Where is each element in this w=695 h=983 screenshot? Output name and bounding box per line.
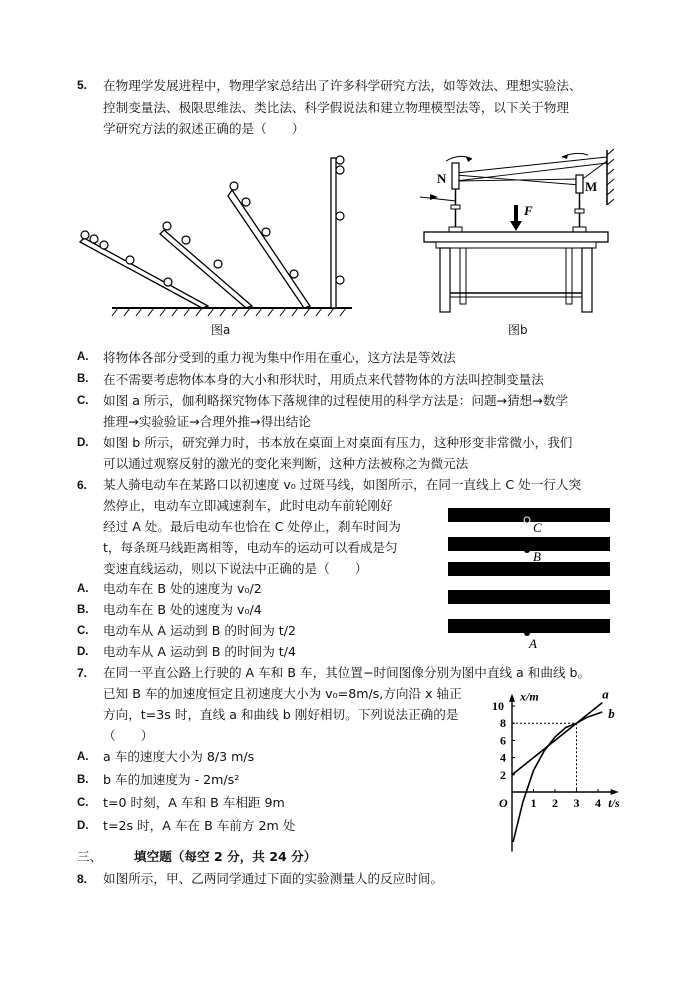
q7-stem-line-1: 在同一平直公路上行驶的 A 车和 B 车，其位置−时间图像分别为图中直线 a 和曲线 b。: [103, 665, 591, 680]
q5-stem-line-3: 学研究方法的叙述正确的是（ ）: [103, 121, 305, 136]
q5-option-b-letter: B.: [77, 373, 89, 385]
label-a: A: [529, 636, 537, 650]
label-n: N: [437, 171, 447, 186]
q7-option-b-letter: B.: [77, 774, 89, 786]
q5-option-c-line-1: 如图 a 所示，伽利略探究物体下落规律的过程使用的科学方法是：问题→猜想→数学: [103, 393, 569, 408]
q5-stem-line-1: 在物理学发展进程中，物理学家总结出了许多科学研究方法，如等效法、理想实验法、: [103, 78, 582, 93]
series-b: [513, 712, 602, 842]
q5-option-c-letter: C.: [77, 395, 89, 407]
q6-option-a: 电动车在 B 处的速度为 v₀/2: [103, 581, 262, 596]
q5-option-a: 将物体各部分受到的重力视为集中作用在重心，这方法是等效法: [103, 350, 456, 365]
y-tick-label: 8: [500, 716, 506, 731]
q5-option-c-line-2: 推理→实验验证→合理外推→得出结论: [103, 414, 311, 429]
q6-option-c: 电动车从 A 运动到 B 的时间为 t/2: [103, 623, 296, 638]
q5-option-d-letter: D.: [77, 437, 89, 449]
section3-number: 三、: [77, 849, 103, 864]
q7-option-d-letter: D.: [77, 820, 89, 832]
q6-stem-line-4: t，每条斑马线距离相等，电动车的运动可以看成是匀: [103, 540, 398, 555]
y-tick-label: 6: [500, 733, 506, 748]
series-label-a: a: [602, 686, 609, 702]
q8-number: 8.: [77, 872, 88, 886]
q7-stem-line-4: （ ）: [103, 728, 154, 743]
q6-option-d: 电动车从 A 运动到 B 的时间为 t/4: [103, 644, 296, 659]
figure-b-table-mirrors: [420, 145, 620, 325]
y-tick-label: 10: [492, 699, 504, 713]
q7-number: 7.: [77, 666, 88, 680]
q5-option-d-line-1: 如图 b 所示，研究弹力时，书本放在桌面上对桌面有压力，这种形变非常微小，我们: [103, 435, 573, 450]
label-b: B: [533, 549, 541, 564]
x-tick-label: 2: [552, 796, 558, 810]
figure-zebra-crossing: [440, 500, 620, 650]
q7-option-a: a 车的速度大小为 8/3 m/s: [103, 749, 255, 764]
q5-option-b: 在不需要考虑物体本身的大小和形状时，用质点来代替物体的方法叫控制变量法: [103, 372, 544, 387]
q5-option-a-letter: A.: [77, 351, 89, 363]
q7-option-c: t=0 时刻，A 车和 B 车相距 9m: [103, 795, 285, 810]
q6-option-c-letter: C.: [77, 625, 89, 637]
figure-a-inclined-planes: [72, 150, 362, 318]
q5-number: 5.: [77, 78, 88, 92]
y-axis-arrow: [509, 694, 515, 702]
origin-label: O: [499, 796, 508, 810]
section3-title: 填空题（每空 2 分，共 24 分）: [134, 849, 317, 864]
q6-stem-line-3: 经过 A 处。最后电动车也恰在 C 处停止，刹车时间为: [103, 519, 401, 534]
q7-stem-line-2: 已知 B 车的加速度恒定且初速度大小为 v₀=8m/s,方向沿 x 轴正: [103, 686, 462, 701]
x-tick-label: 3: [573, 796, 580, 810]
q6-stem-line-1: 某人骑电动车在某路口以初速度 v₀ 过斑马线，如图所示，在同一直线上 C 处一行人突: [103, 477, 582, 492]
q6-option-d-letter: D.: [77, 646, 89, 658]
q6-stem-line-2: 然停止，电动车立即减速刹车，此时电动车前轮刚好: [103, 498, 393, 513]
q6-number: 6.: [77, 478, 88, 492]
label-m: M: [585, 179, 598, 194]
x-axis-arrow: [611, 789, 619, 795]
q7-option-b: b 车的加速度为 - 2m/s²: [103, 772, 240, 787]
q8-stem: 如图所示，甲、乙两同学通过下面的实验测量人的反应时间。: [103, 871, 444, 886]
figure-b-caption: 图b: [508, 323, 528, 337]
y-axis-label: x/m: [520, 689, 539, 704]
y-tick-label: 4: [500, 750, 506, 765]
q6-option-b: 电动车在 B 处的速度为 v₀/4: [103, 602, 262, 617]
figure-a-caption: 图a: [211, 323, 231, 337]
series-label-b: b: [608, 706, 615, 722]
q7-option-c-letter: C.: [77, 797, 89, 809]
label-f: F: [524, 203, 533, 218]
x-tick-label: 1: [530, 796, 537, 810]
series-a: [512, 703, 602, 775]
q7-option-a-letter: A.: [77, 751, 89, 763]
q7-option-d: t=2s 时，A 车在 B 车前方 2m 处: [103, 818, 296, 833]
y-tick-label: 2: [500, 767, 506, 782]
q5-stem-line-2: 控制变量法、极限思维法、类比法、科学假说法和建立物理模型法等，以下关于物理: [103, 100, 569, 115]
q6-stem-line-5: 变速直线运动，则以下说法中正确的是（ ）: [103, 561, 368, 576]
label-c: C: [533, 520, 542, 535]
xt-graph: [486, 680, 631, 880]
x-tick-label: 4: [595, 796, 601, 810]
q6-option-b-letter: B.: [77, 604, 89, 616]
x-axis-label: t/s: [608, 796, 620, 810]
q6-option-a-letter: A.: [77, 583, 89, 595]
q7-stem-line-3: 方向，t=3s 时，直线 a 和曲线 b 刚好相切。下列说法正确的是: [103, 707, 459, 722]
q5-option-d-line-2: 可以通过观察反射的激光的变化来判断，这种方法被称之为微元法: [103, 456, 469, 471]
